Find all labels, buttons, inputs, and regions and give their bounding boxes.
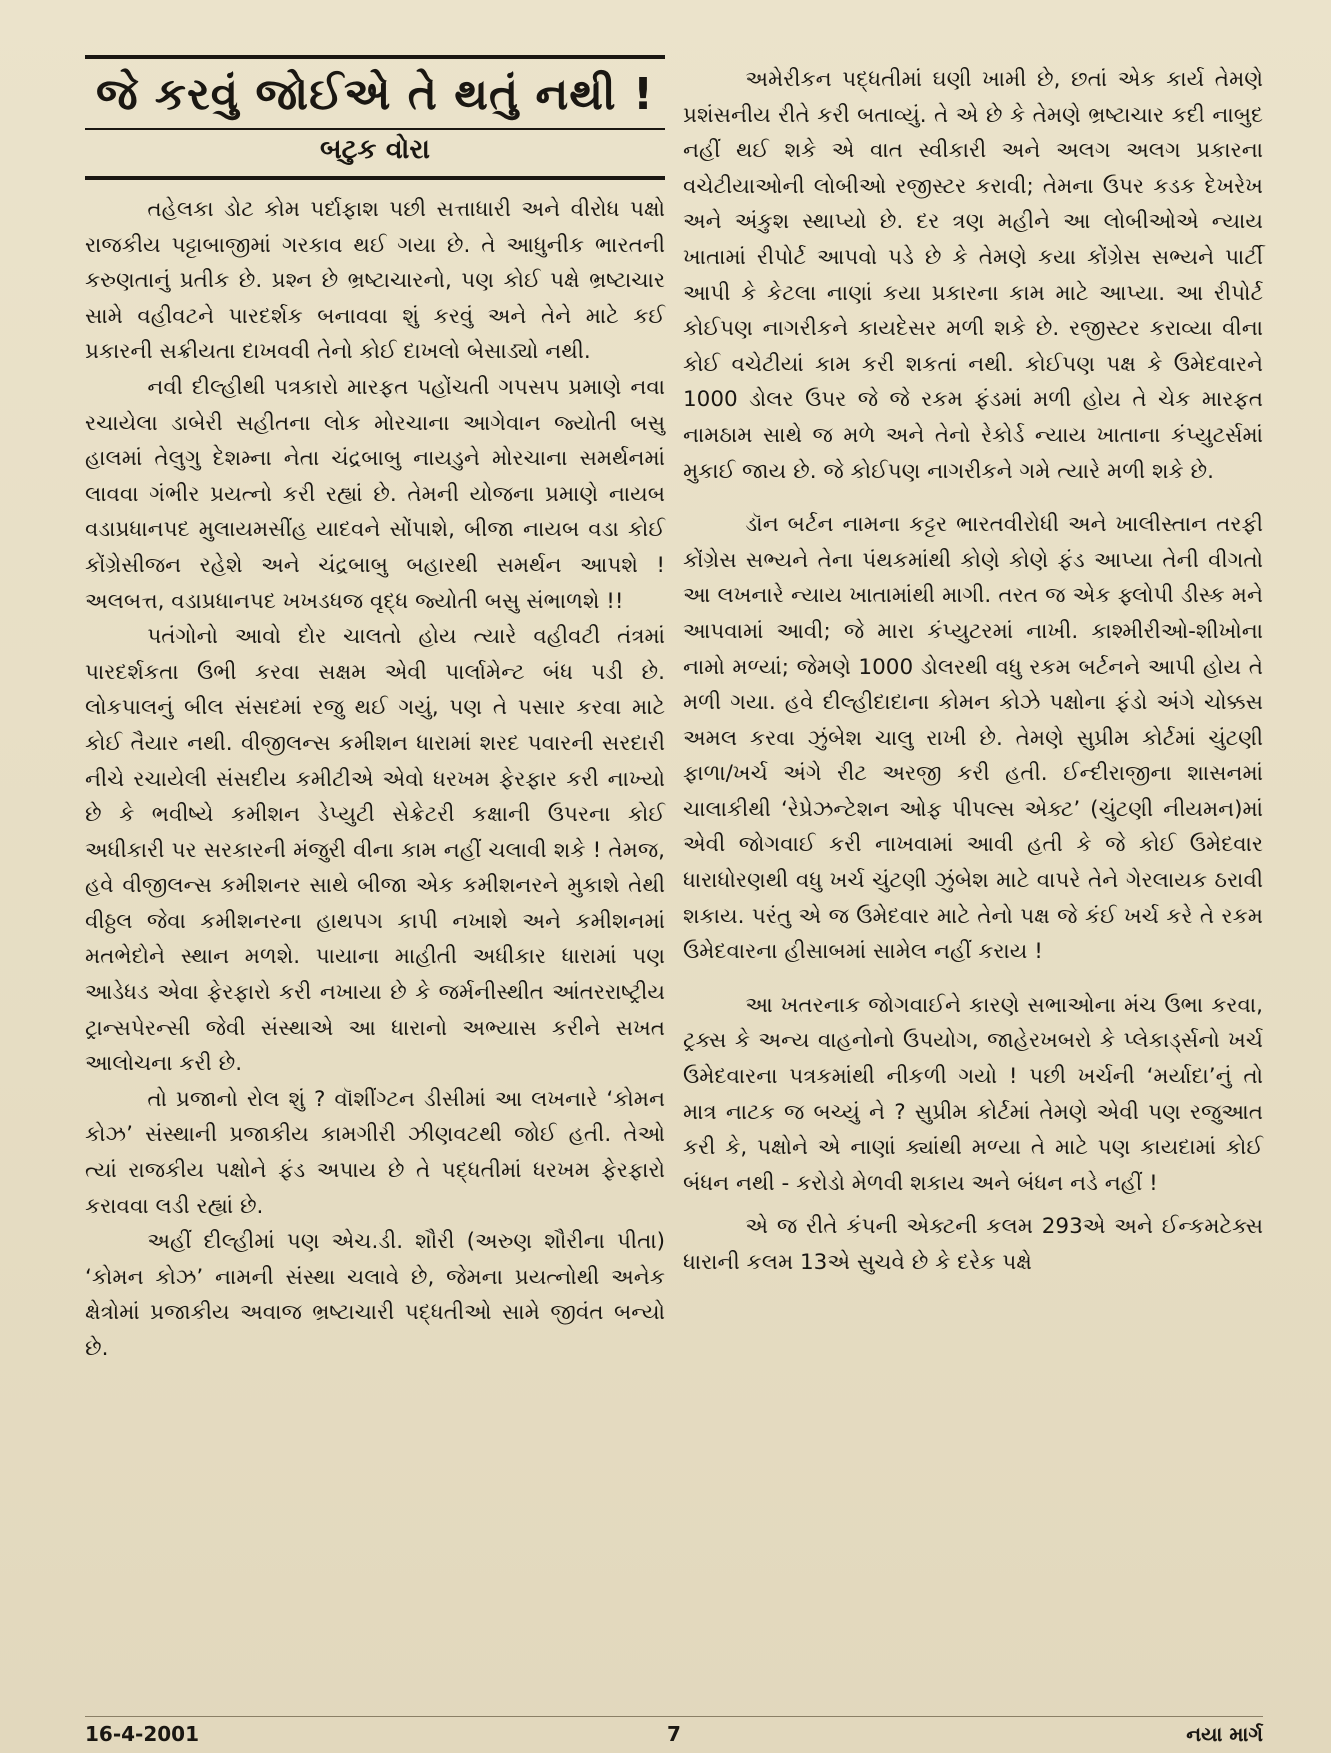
paragraph: આ ખતરનાક જોગવાઈને કારણે સભાઓના મંચ ઉભા કરવા, ટ્રક્સ કે અન્ય વાહનોનો ઉપયોગ, જાહેરખબરો કે પ્લેકાર્ડ્સનો ખર્ચ ઉમેદવારના પત્રકમાંથી નીકળી ગયો ! પછી ખર્ચની ‘મર્યાદા’નું તો માત્ર નાટક જ બચ્યું ને ? સુપ્રીમ કોર્ટમાં તેમણે એવી પણ રજુઆત કરી કે, પક્ષોને એ નાણાં ક્યાંથી મળ્યા તે માટે પણ કાયદામાં કોઈ બંધન નથી - કરોડો મેળવી શકાય અને બંધન નડે નહીં ! — [683, 992, 1263, 1196]
title-mid-rule — [85, 128, 665, 130]
paragraph: તહેલકા ડોટ કોમ પર્દાફાશ પછી સત્તાધારી અને વીરોધ પક્ષો રાજકીય પટ્ટાબાજીમાં ગરકાવ થઈ ગયા છે. તે આધુનીક ભારતની કરુણતાનું પ્રતીક છે. પ્રશ્ન છે ભ્રષ્ટાચારનો, પણ કોઈ પક્ષે ભ્રષ્ટાચાર સામે વહીવટને પારદર્શક બનાવવા શું કરવું અને તેને માટે કઈ પ્રકારની સક્રીયતા દાખવવી તેનો કોઈ દાખલો બેસાડ્યો નથી. — [85, 197, 665, 365]
paragraph: ડૉન બર્ટન નામના કટ્ટર ભારતવીરોધી અને ખાલીસ્તાન તરફી કોંગ્રેસ સભ્યને તેના પંથકમાંથી કોણે કોણે ફંડ આપ્યા તેની વીગતો આ લખનારે ન્યાય ખાતામાંથી માગી. તરત જ એક ફ્લોપી ડીસ્ક મને આપવામાં આવી; જે મારા કંપ્યુટરમાં નાખી. કાશ્મીરીઓ-શીખોના નામો મળ્યાં; જેમણે 1000 ડોલરથી વધુ રકમ બર્ટનને આપી હોય તે મળી ગયા. હવે દીલ્હીદાદાના કોમન કોઝે પક્ષોના ફંડો અંગે ચોક્કસ અમલ કરવા ઝુંબેશ ચાલુ રાખી છે. તેમણે સુપ્રીમ કોર્ટમાં ચુંટણી ફાળા/ખર્ચ અંગે રીટ અરજી કરી હતી. ઈન્દીરાજીના શાસનમાં ચાલાકીથી ‘રેપ્રેઝન્ટેશન ઓફ પીપલ્સ એક્ટ’ (ચુંટણી નીયમન)માં એવી જોગવાઈ કરી નાખવામાં આવી હતી કે જે કોઈ ઉમેદવાર ધારાધોરણથી વધુ ખર્ચ ચુંટણી ઝુંબેશ માટે વાપરે તેને ગેરલાયક ઠરાવી શકાય. પરંતુ એ જ ઉમેદવાર માટે તેનો પક્ષ જે કંઈ ખર્ચ કરે તે રકમ ઉમેદવારના હીસાબમાં સામેલ નહીં કરાય ! — [683, 512, 1263, 965]
article-title: જે કરવું જોઈએ તે થતું નથી ! — [95, 69, 655, 120]
publication-name: નયા માર્ગ — [1186, 1722, 1263, 1746]
paragraph: તો પ્રજાનો રોલ શું ? વૉશીંગ્ટન ડીસીમાં આ લખનારે ‘કોમન કોઝ’ સંસ્થાની પ્રજાકીય કામગીરી ઝીણવટથી જોઈ હતી. તેઓ ત્યાં રાજકીય પક્ષોને ફંડ અપાય છે તે પદ્ધતીમાં ધરખમ ફેરફારો કરાવવા લડી રહ્યાં છે. — [85, 1086, 665, 1219]
paragraph: એ જ રીતે કંપની એક્ટની કલમ 293એ અને ઈન્કમટેક્સ ધારાની કલમ 13એ સુચવે છે કે દરેક પક્ષે — [683, 1214, 1263, 1275]
page-footer — [85, 1722, 1263, 1746]
right-column — [683, 62, 1263, 1281]
author-byline: બટુક વોરા — [319, 134, 430, 165]
issue-date: 16-4-2001 — [85, 1722, 200, 1746]
paragraph: નવી દીલ્હીથી પત્રકારો મારફત પહોંચતી ગપસપ પ્રમાણે નવા રચાયેલા ડાબેરી સહીતના લોક મોરચાના આગેવાન જ્યોતી બસુ હાલમાં તેલુગુ દેશમ્ના નેતા ચંદ્રબાબુ નાયડુને મોરચાના સમર્થનમાં લાવવા ગંભીર પ્રયત્નો કરી રહ્યાં છે. તેમની યોજના પ્રમાણે નાયબ વડાપ્રધાનપદ મુલાયમસીંહ યાદવને સોંપાશે, બીજા નાયબ વડા કોઈ કોંગ્રેસીજન રહેશે અને ચંદ્રબાબુ બહારથી સમર્થન આપશે ! અલબત્ત, વડાપ્રધાનપદ ખખડધજ વૃદ્ધ જ્યોતી બસુ સંભાળશે !! — [85, 374, 665, 614]
footer-rule — [85, 1716, 1263, 1717]
paragraph: અમેરીકન પદ્ધતીમાં ઘણી ખામી છે, છતાં એક કાર્ય તેમણે પ્રશંસનીય રીતે કરી બતાવ્યું. તે એ છે કે તેમણે ભ્રષ્ટાચાર કદી નાબુદ નહીં થઈ શકે એ વાત સ્વીકારી અને અલગ અલગ પ્રકારના વચેટીયાઓની લોબીઓ રજીસ્ટર કરાવી; તેમના ઉપર કડક દેખરેખ અને અંકુશ સ્થાપ્યો છે. દર ત્રણ મહીને આ લોબીઓએ ન્યાય ખાતામાં રીપોર્ટ આપવો પડે છે કે તેમણે કયા કોંગ્રેસ સભ્યને પાર્ટી આપી કે કેટલા નાણાં કયા પ્રકારના કામ માટે આપ્યા. આ રીપોર્ટ કોઈપણ નાગરીકને કાયદેસર મળી શકે છે. રજીસ્ટર કરાવ્યા વીના કોઈ વચેટીયાં કામ કરી શકતાં નથી. કોઈપણ પક્ષ કે ઉમેદવારને 1000 ડોલર ઉપર જે જે રકમ ફંડમાં મળી હોય તે ચેક મારફત નામઠામ સાથે જ મળે અને તેનો રેકોર્ડ ન્યાય ખાતાના કંપ્યુટર્સમાં મુકાઈ જાય છે. જે કોઈપણ નાગરીકને ગમે ત્યારે મળી શકે છે. — [683, 67, 1263, 484]
byline-bottom-rule — [85, 176, 665, 180]
paragraph: અહીં દીલ્હીમાં પણ એચ.ડી. શૌરી (અરુણ શૌરીના પીતા) ‘કોમન કોઝ’ નામની સંસ્થા ચલાવે છે, જેમના પ્રયત્નોથી અનેક ક્ષેત્રોમાં પ્રજાકીય અવાજ ભ્રષ્ટાચારી પદ્ધતીઓ સામે જીવંત બન્યો છે. — [85, 1229, 665, 1361]
paragraph: પતંગોનો આવો દોર ચાલતો હોય ત્યારે વહીવટી તંત્રમાં પારદર્શકતા ઉભી કરવા સક્ષમ એવી પાર્લામેન્ટ બંધ પડી છે. લોકપાલનું બીલ સંસદમાં રજુ થઈ ગયું, પણ તે પસાર કરવા માટે કોઈ તૈયાર નથી. વીજીલન્સ કમીશન ધારામાં શરદ પવારની સરદારી નીચે રચાયેલી સંસદીય કમીટીએ એવો ધરખમ ફેરફાર કરી નાખ્યો છે કે ભવીષ્યે કમીશન ડેપ્યુટી સેક્રેટરી કક્ષાની ઉપરના કોઈ અધીકારી પર સરકારની મંજુરી વીના કામ નહીં ચલાવી શકે ! તેમજ, હવે વીજીલન્સ કમીશનર સાથે બીજા એક કમીશનરને મુકાશે તેથી વીઠ્ઠલ જેવા કમીશનરના હાથપગ કાપી નખાશે અને કમીશનમાં મતભેદોને સ્થાન મળશે. પાયાના માહીતી અધીકાર ધારામાં પણ આડેધડ એવા ફેરફારો કરી નખાયા છે કે જર્મનીસ્થીત આંતરરાષ્ટ્રીય ટ્રાન્સપેરન્સી જેવી સંસ્થાએ આ ધારાનો અભ્યાસ કરીને સખત આલોચના કરી છે. — [85, 624, 665, 1077]
title-top-rule — [85, 55, 665, 59]
page-number: 7 — [667, 1722, 681, 1746]
left-column — [85, 55, 665, 1367]
